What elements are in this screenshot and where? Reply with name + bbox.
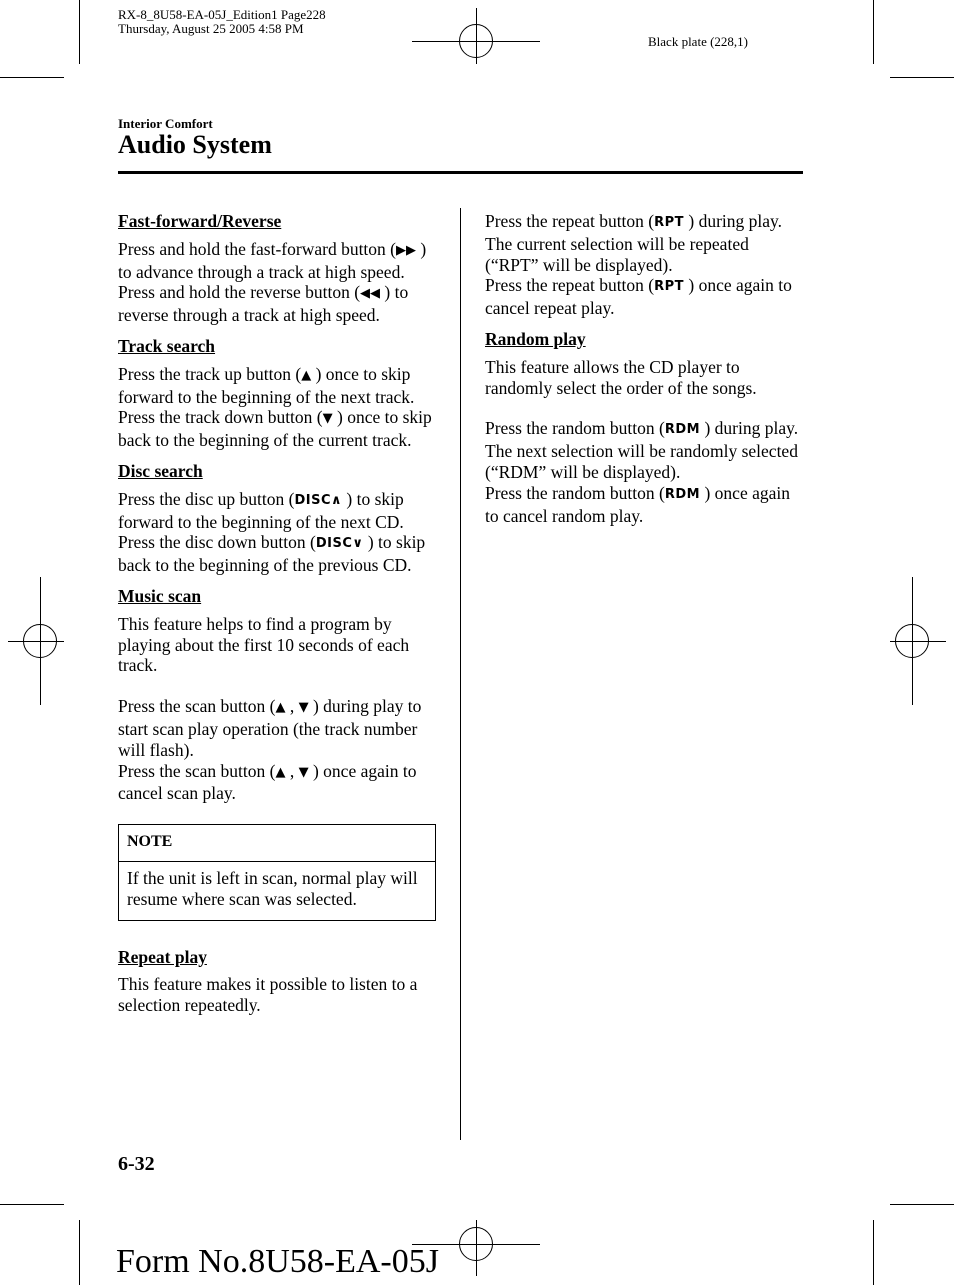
paragraph: Press the disc up button (DISC∧ ) to skip forward to the beginning of the next CD.	[118, 488, 404, 532]
registration-target-icon	[23, 624, 57, 658]
paragraph: Press the repeat button (RPT ) once again to cancel repeat play.	[485, 275, 792, 319]
crop-mark	[890, 1204, 954, 1205]
paragraph: Press the track down button (▼ ) once to skip back to the beginning of the current track.	[118, 407, 432, 451]
crop-mark	[873, 0, 874, 64]
file-info	[118, 8, 326, 36]
crop-mark	[890, 77, 954, 78]
heading-disc-search: Disc search	[118, 460, 203, 481]
paragraph: This feature helps to find a program by playing about the first 10 seconds of each track.	[118, 613, 410, 676]
reverse-icon: ◀◀	[360, 286, 381, 302]
repeat-icon: RPT	[654, 215, 685, 230]
paragraph: Press the scan button (▲ , ▼ ) once again to cancel scan play.	[118, 760, 417, 804]
paragraph: Press the disc down button (DISC∨ ) to skip back to the beginning of the previous CD.	[118, 532, 426, 576]
note-title: NOTE	[119, 825, 435, 862]
paragraph: Press and hold the fast-forward button (▶▶ ) to advance through a track at high speed.	[118, 238, 427, 282]
track-up-icon: ▲	[301, 367, 312, 383]
registration-target-icon	[459, 24, 493, 58]
right-column	[485, 211, 803, 526]
scan-down-icon: ▼	[298, 764, 309, 780]
heading-track-search: Track search	[118, 335, 216, 356]
disc-up-icon: DISC∧	[294, 492, 343, 508]
left-column	[118, 211, 436, 1016]
paragraph: Press the random button (RDM ) once again to cancel random play.	[485, 482, 790, 526]
paragraph: Press the scan button (▲ , ▼ ) during play to start scan play operation (the track number will flash).	[118, 696, 422, 760]
paragraph: This feature makes it possible to listen to a selection repeatedly.	[118, 974, 418, 1016]
crop-mark	[79, 0, 80, 64]
disc-down-icon: DISC∨	[315, 536, 364, 552]
paragraph: Press the random button (RDM ) during play. The next selection will be randomly selected (“RDM” will be displayed).	[485, 418, 799, 482]
paragraph: Press the repeat button (RPT ) during play. The current selection will be repeated (“RPT” will be displayed).	[485, 211, 783, 275]
crop-mark	[0, 77, 64, 78]
track-down-icon: ▼	[322, 411, 333, 427]
crop-mark	[0, 1204, 64, 1205]
note-box	[118, 824, 436, 920]
heading-fast-forward: Fast-forward/Reverse	[118, 211, 282, 231]
note-text: If the unit is left in scan, normal play will resume where scan was selected.	[127, 867, 418, 909]
random-icon: RDM	[664, 486, 701, 502]
scan-down-icon: ▼	[298, 700, 309, 716]
column-divider	[460, 208, 461, 1140]
heading-random-play: Random play	[485, 328, 586, 349]
fast-forward-icon: ▶▶	[396, 242, 416, 258]
paragraph: Press the track up button (▲ ) once to skip forward to the beginning of the next track.	[118, 363, 415, 407]
crop-mark	[79, 1220, 80, 1285]
section-label: Interior Comfort	[118, 116, 213, 131]
crop-mark	[873, 1220, 874, 1285]
paragraph: This feature allows the CD player to randomly select the order of the songs.	[485, 356, 757, 398]
random-icon: RDM	[664, 422, 701, 438]
file-info-line2: Thursday, August 25 2005 4:58 PM	[118, 21, 304, 36]
page-number: 6-32	[118, 1153, 155, 1175]
form-number: Form No.8U58-EA-05J	[116, 1243, 439, 1280]
file-info-line1: RX-8_8U58-EA-05J_Edition1 Page228	[118, 7, 326, 22]
scan-up-icon: ▲	[275, 764, 286, 780]
title-rule	[118, 171, 803, 174]
heading-repeat-play: Repeat play	[118, 946, 207, 967]
registration-target-icon	[895, 624, 929, 658]
page-title: Audio System	[118, 130, 272, 159]
scan-up-icon: ▲	[275, 700, 286, 716]
heading-music-scan: Music scan	[118, 585, 202, 606]
paragraph: Press and hold the reverse button (◀◀ ) to reverse through a track at high speed.	[118, 282, 409, 326]
plate-label: Black plate (228,1)	[648, 34, 748, 49]
repeat-icon: RPT	[654, 279, 685, 295]
registration-target-icon	[459, 1227, 493, 1261]
